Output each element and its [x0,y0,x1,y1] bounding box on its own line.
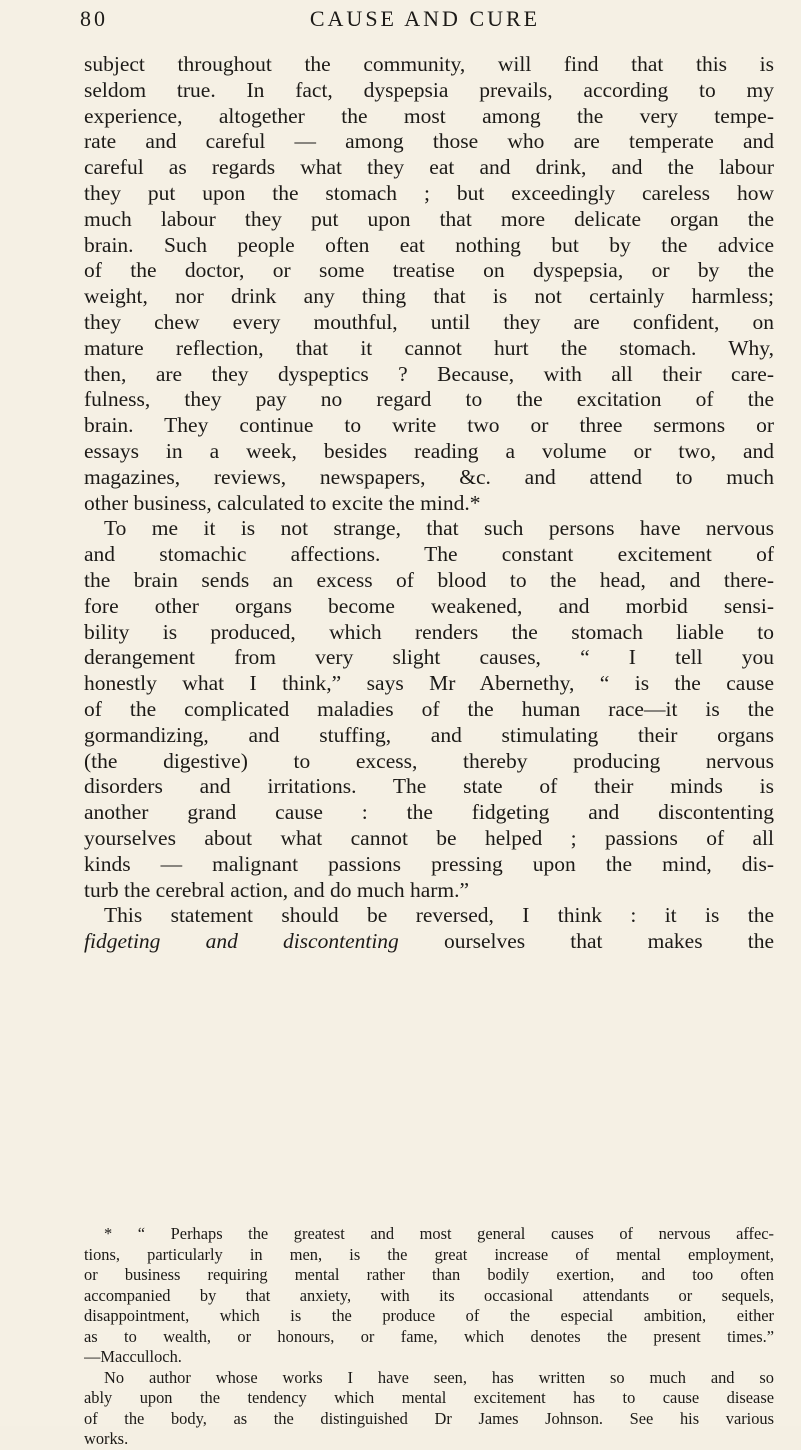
footnote-line: accompanied by that anxiety, with its occasional attendants or sequels, [84,1285,774,1305]
body-line: subject throughout the community, will find that this is [84,52,774,76]
body-line: fore other organs become weakened, and morbid sensi- [84,593,774,618]
body-line: essays in a week, besides reading a volume or two, and [84,438,774,463]
footnote-line: tions, particularly in men, is the great increase of mental employment, [84,1244,774,1264]
body-line: then, are they dyspeptics ? Because, with all their care- [84,361,774,386]
body-line: This statement should be reversed, I think : it is the [104,903,774,928]
body-line: brain. They continue to write two or three sermons or [84,413,774,438]
footnotes [84,1224,774,1450]
body-line: To me it is not strange, that such persons have nervous [104,516,774,541]
page-number: 80 [80,6,108,31]
body-line: much labour they put upon that more delicate organ the [84,206,774,231]
body-line: fulness, they pay no regard to the excitation of the [84,387,774,412]
body-line: disorders and irritations. The state of their minds is [84,774,774,799]
body-line: of the complicated maladies of the human race—it is the [84,696,774,721]
body-line: mature reflection, that it cannot hurt the stomach. Why, [84,335,774,360]
running-head [80,6,770,46]
footnote-line: works. [84,1429,129,1448]
body-line: brain. Such people often eat nothing but by the advice [84,232,774,257]
body-line: they chew every mouthful, until they are confident, on [84,309,774,334]
body-line: the brain sends an excess of blood to the head, and there- [84,567,774,592]
body-line: yourselves about what cannot be helped ; passions of all [84,825,774,850]
body-line: weight, nor drink any thing that is not certainly harmless; [84,284,774,309]
body-line: turb the cerebral action, and do much harm.” [84,877,470,902]
footnote-attribution: —Macculloch. [84,1347,182,1366]
body-line: gormandizing, and stuffing, and stimulating their organs [84,722,774,747]
body-line: (the digestive) to excess, thereby producing nervous [84,748,774,773]
body-line: careful as regards what they eat and drink, and the labour [84,155,774,180]
body-line: another grand cause : the fidgeting and discontenting [84,800,774,825]
running-title: CAUSE AND CURE [309,6,541,31]
body-line-tail: ourselves that makes the [443,929,774,954]
body-line-last [84,929,774,955]
body-line: and stomachic affections. The constant excitement of [84,542,774,567]
footnote-line: * “ Perhaps the greatest and most general causes of nervous affec- [104,1224,774,1243]
body-line: derangement from very slight causes, “ I tell you [84,645,774,670]
footnote-line: disappointment, which is the produce of the especial ambition, either [84,1306,774,1325]
footnote-line: as to wealth, or honours, or fame, which denotes the present times.” [84,1326,774,1346]
body-line: magazines, reviews, newspapers, &c. and attend to much [84,464,774,489]
footnote-line: or business requiring mental rather than bodily exertion, and too often [84,1265,774,1284]
body-line: seldom true. In fact, dyspepsia prevails, according to my [84,77,774,102]
footnote-line: No author whose works I have seen, has written so much and so [104,1367,774,1387]
body-line: they put upon the stomach ; but exceedingly careless how [84,180,774,205]
body-line: rate and careful — among those who are temperate and [84,129,774,154]
body-text [84,52,774,955]
body-line: honestly what I think,” says Mr Abernethy, “ is the cause [84,671,774,696]
footnote-line: ably upon the tendency which mental excitement has to cause disease [84,1388,774,1407]
body-line: experience, altogether the most among the very tempe- [84,103,774,128]
body-line: kinds — malignant passions pressing upon the mind, dis- [84,851,774,876]
emphasis-text: fidgeting and discontenting [84,929,399,954]
body-line: bility is produced, which renders the stomach liable to [84,619,774,644]
body-line: other business, calculated to excite the mind.* [84,490,481,515]
footnote-line: of the body, as the distinguished Dr James Johnson. See his various [84,1408,774,1428]
body-line: of the doctor, or some treatise on dyspepsia, or by the [84,258,774,283]
